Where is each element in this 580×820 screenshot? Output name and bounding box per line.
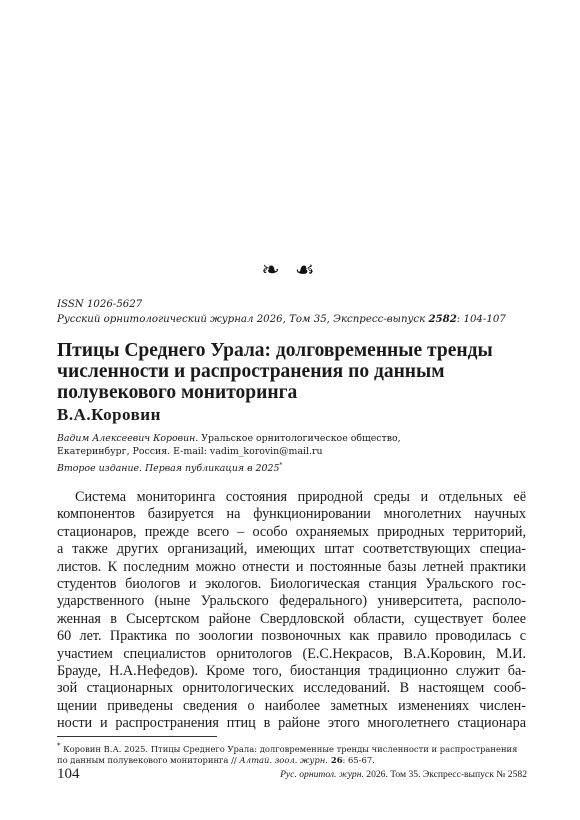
journal-citation [57, 312, 527, 327]
page-number: 104 [57, 766, 80, 782]
body-line: 60 лет. Практика по зоологии позвоночных как правило проводилась с [57, 628, 526, 645]
body-line: компонентов базируется на функционировании многолетних научных [57, 506, 526, 523]
footnote-mark: * [57, 742, 61, 750]
footnote-volume: 26 [327, 754, 343, 765]
affiliation [57, 432, 497, 458]
author-full-name: Вадим Алексеевич Коровин. [57, 433, 199, 444]
body-line: листов. К последним можно отнести и постоянные базы летней практики [57, 558, 526, 575]
footnote-pages: : 65-67. [342, 754, 375, 765]
body-line: стационаров, прежде всего – особо охраняемых природных территорий, [57, 523, 526, 540]
issn: ISSN 1026-5627 [57, 299, 143, 310]
body-paragraph [57, 489, 526, 733]
ornament [0, 258, 580, 283]
article-title: Птицы Среднего Урала: долговременные тренды численности и распространения по данным полувекового мониторинга [57, 340, 493, 403]
affiliation-org: Уральское орнитологическое общество, [198, 433, 401, 444]
body-line: Брауде, Н.А.Нефедов). Кроме того, биостанция традиционно служит ба- [57, 663, 526, 680]
edition-mark: * [279, 462, 283, 469]
citation-pages: : 104-107 [456, 314, 506, 325]
footnote-line-2: по данным полувекового мониторинга // [57, 754, 240, 765]
body-line: щении приведены сведения о наиболее заметных изменениях числен- [57, 697, 526, 714]
body-line: а также других организаций, имеющих штат соответствующих специа- [57, 541, 526, 558]
body-line: участием специалистов орнитологов (Е.С.Некрасов, В.А.Коровин, М.И. [57, 645, 526, 662]
author-name: В.А.Коровин [57, 405, 161, 424]
body-line: женная в Сысертском районе Свердловской области, существует более [57, 610, 526, 627]
footnote-journal: Алтай. зоол. журн. [239, 754, 328, 765]
body-line: ударственного (ныне Уральского федерального) университета, располо- [57, 593, 526, 610]
citation-prefix: Русский орнитологический журнал 2026, Том 35, Экспресс-выпуск [57, 314, 429, 325]
edition-note [57, 462, 282, 474]
body-line: зой стационарных орнитологических исследований. В настоящем сооб- [57, 680, 526, 697]
body-line: студентов биологов и экологов. Биологическая станция Уральского гос- [57, 576, 526, 593]
footnote [57, 741, 527, 766]
footnote-divider [57, 736, 217, 737]
running-footer [280, 769, 527, 780]
ornament-glyphs: ❧ ☙ [261, 258, 319, 283]
running-issue: 2026. Том 35. Экспресс-выпуск № 2582 [363, 769, 527, 780]
running-journal: Рус. орнитол. журн. [280, 769, 364, 780]
footnote-line-1: Коровин В.А. 2025. Птицы Среднего Урала: долговременные тренды численности и распространения [60, 743, 518, 754]
body-line: Система мониторинга состояния природной среды и отдельных её [75, 489, 526, 505]
affiliation-contact: Екатеринбург, Россия. E-mail: vadim_korovin@mail.ru [57, 446, 323, 457]
body-line: ности и распространения птиц в районе этого многолетнего стационара [57, 715, 526, 732]
issue-number: 2582 [428, 313, 457, 325]
edition-text: Второе издание. Первая публикация в 2025 [57, 463, 280, 475]
journal-header [57, 298, 527, 327]
